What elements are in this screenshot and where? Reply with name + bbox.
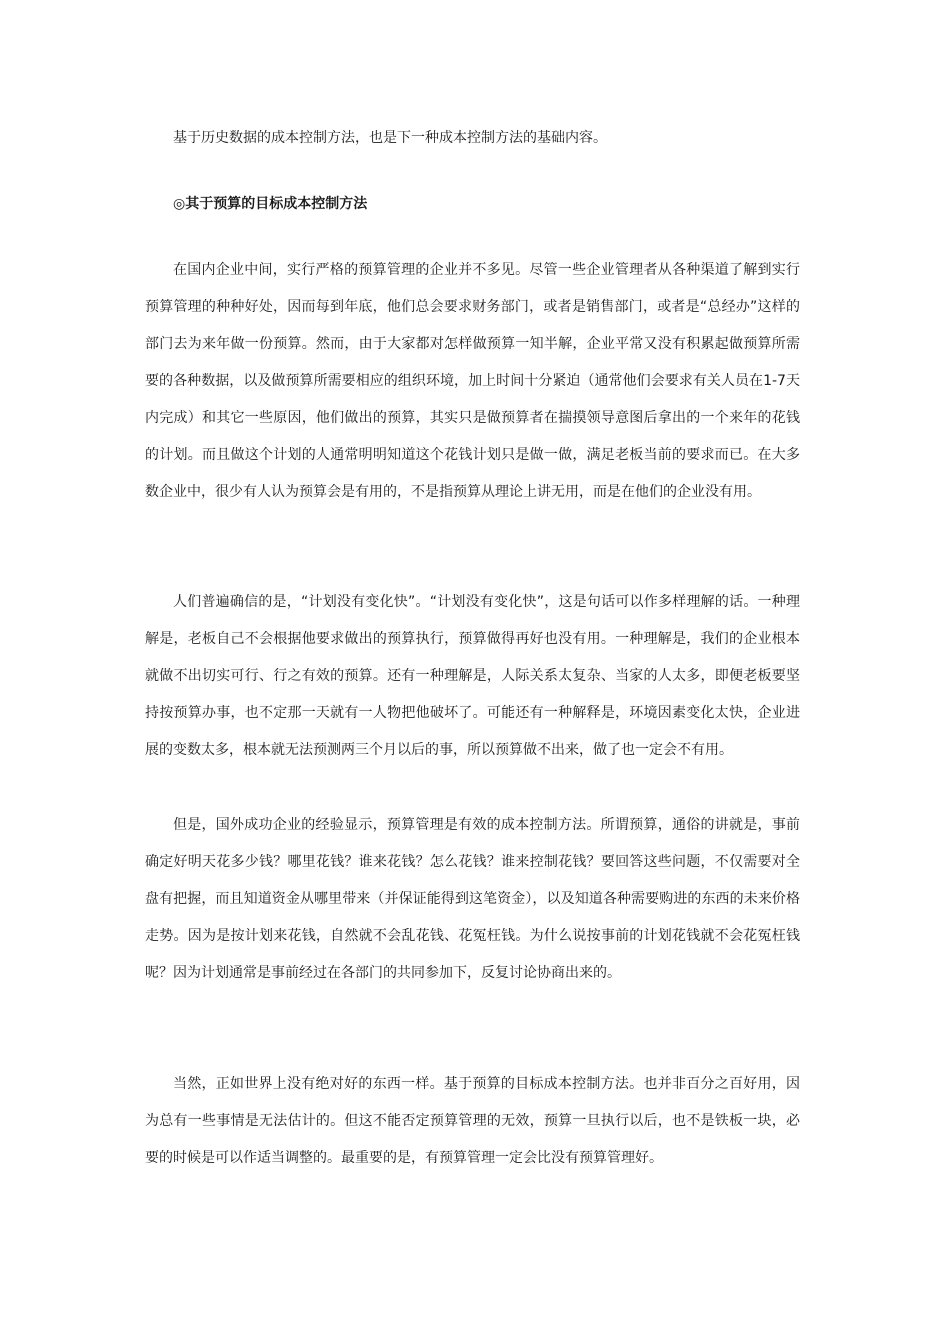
paragraph-historical-data: 基于历史数据的成本控制方法，也是下一种成本控制方法的基础内容。 — [173, 130, 607, 146]
section-heading: ◎其于预算的目标成本控制方法 — [173, 196, 368, 212]
paragraph-plan-changes: 人们普遍确信的是，“计划没有变化快”。“计划没有变化快”，这是句话可以作多样理解的话。一种理解是，老板自己不会根据他要求做出的预算执行，预算做得再好也没有用。一种理解是，我们的企业根本就做不出切实可行、行之有效的预算。还有一种理解是，人际关系太复杂、当家的人太多，即便老板要坚持按预算办事，也不定那一天就有一人物把他破坏了。可能还有一种解释是，环境因素变化太快，企业进展的变数太多，根本就无法预测两三个月以后的事，所以预算做不出来，做了也一定会不有用。 — [145, 594, 800, 758]
paragraph-conclusion: 当然，正如世界上没有绝对好的东西一样。基于预算的目标成本控制方法。也并非百分之百好用，因为总有一些事情是无法估计的。但这不能否定预算管理的无效，预算一旦执行以后，也不是铁板一块，必要的时候是可以作适当调整的。最重要的是，有预算管理一定会比没有预算管理好。 — [145, 1076, 800, 1166]
paragraph-domestic-budget: 在国内企业中间，实行严格的预算管理的企业并不多见。尽管一些企业管理者从各种渠道了解到实行预算管理的种种好处，因而每到年底，他们总会要求财务部门，或者是销售部门，或者是“总经办”这样的部门去为来年做一份预算。然而，由于大家都对怎样做预算一知半解，企业平常又没有积累起做预算所需要的各种数据，以及做预算所需要相应的组织环境，加上时间十分紧迫（通常他们会要求有关人员在1-7天内完成）和其它一些原因，他们做出的预算，其实只是做预算者在揣摸领导意图后拿出的一个来年的花钱的计划。而且做这个计划的人通常明明知道这个花钱计划只是做一做，满足老板当前的要求而已。在大多数企业中，很少有人认为预算会是有用的，不是指预算从理论上讲无用，而是在他们的企业没有用。 — [145, 262, 800, 500]
paragraph-foreign-experience: 但是，国外成功企业的经验显示，预算管理是有效的成本控制方法。所谓预算，通俗的讲就是，事前确定好明天花多少钱？哪里花钱？谁来花钱？怎么花钱？谁来控制花钱？要回答这些问题，不仅需要对全盘有把握，而且知道资金从哪里带来（并保证能得到这笔资金），以及知道各种需要购进的东西的未来价格走势。因为是按计划来花钱，自然就不会乱花钱、花冤枉钱。为什么说按事前的计划花钱就不会花冤枉钱呢？因为计划通常是事前经过在各部门的共同参加下，反复讨论协商出来的。 — [145, 817, 800, 981]
